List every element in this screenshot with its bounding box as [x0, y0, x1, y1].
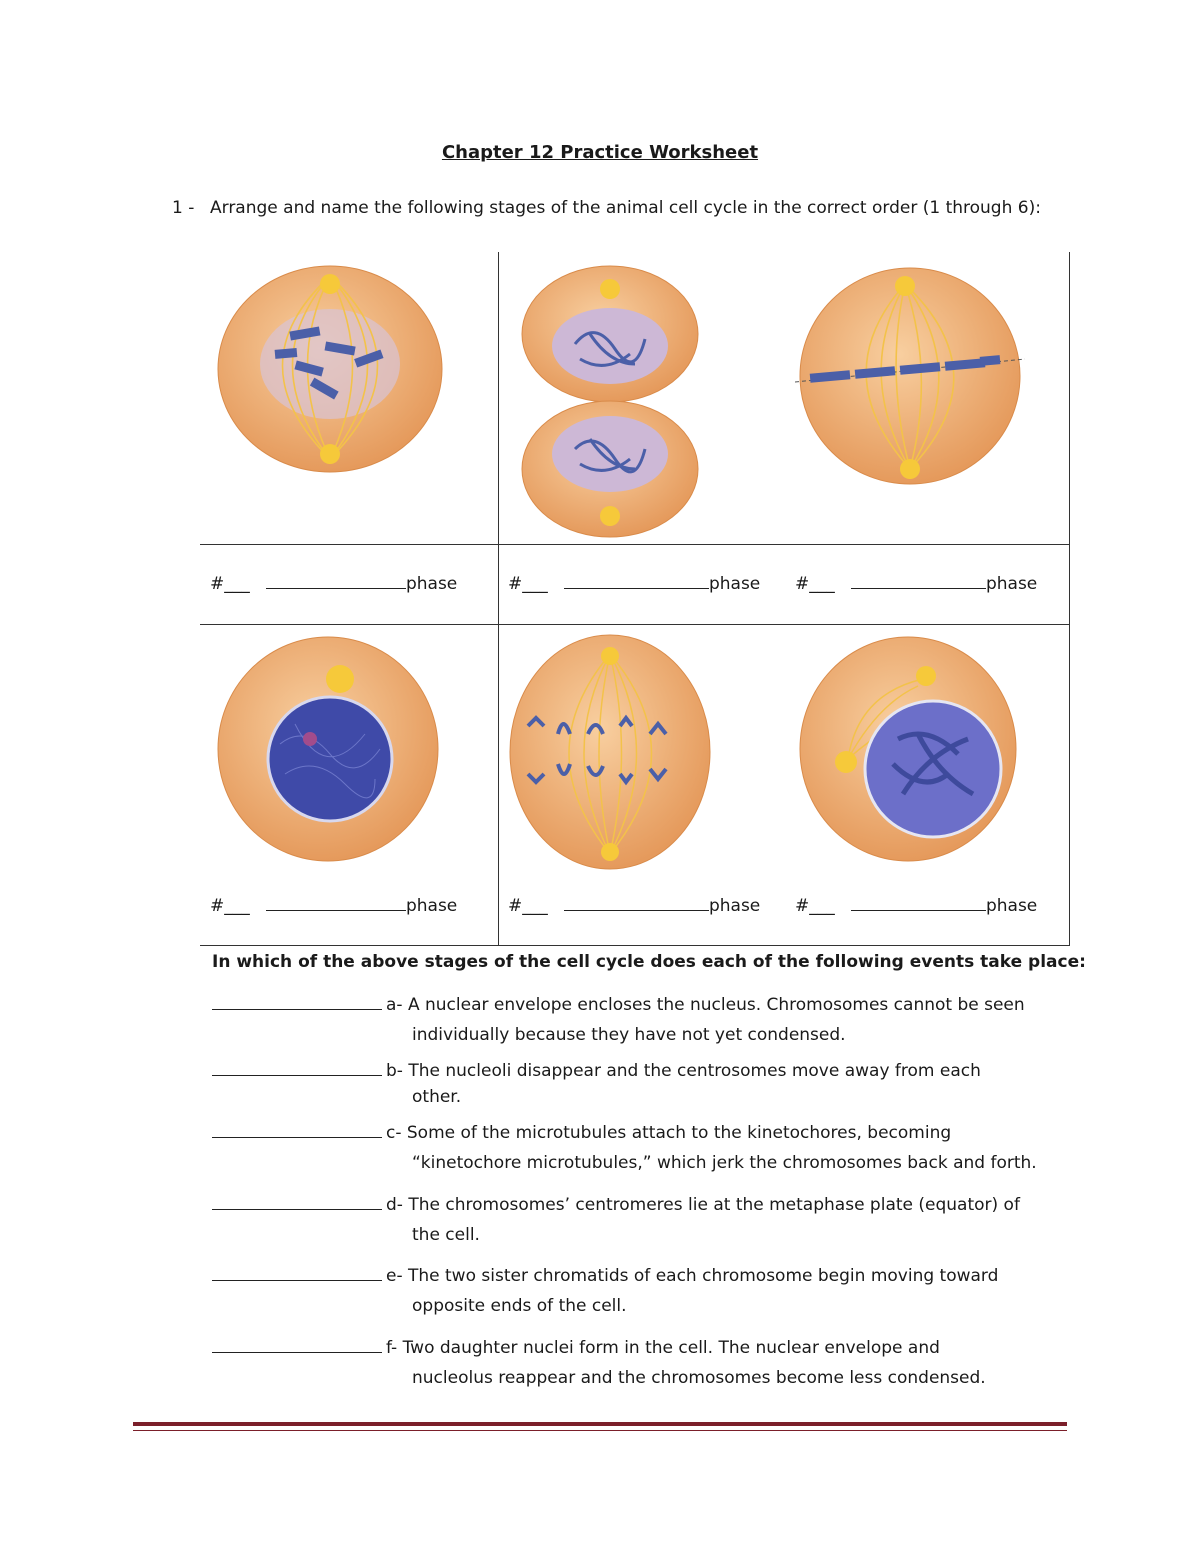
event-answer-blank-e[interactable]: [212, 1262, 382, 1281]
question-text: Arrange and name the following stages of the animal cell cycle in the correct order (1 through 6):: [210, 198, 1041, 218]
event-answer-blank-a[interactable]: [212, 991, 382, 1010]
question-number: 1 -: [172, 198, 195, 218]
cell-diagram-2: [520, 264, 700, 539]
phase-answer-blank-1[interactable]: [266, 574, 406, 589]
footer-rule-thick: [133, 1422, 1067, 1426]
cell-diagram-6: [798, 634, 1023, 864]
page-title: Chapter 12 Practice Worksheet: [441, 142, 759, 163]
cell-diagram-3: [795, 264, 1030, 489]
cell-diagram-5: [508, 634, 713, 874]
cell-label-1: #___ phase: [210, 574, 458, 594]
event-answer-blank-b[interactable]: [212, 1057, 382, 1076]
cell-label-6: #___ phase: [795, 896, 1038, 916]
cell-label-5: #___ phase: [508, 896, 761, 916]
cell-label-4: #___ phase: [210, 896, 458, 916]
phase-answer-blank-4[interactable]: [266, 896, 406, 911]
event-item-f: f- Two daughter nuclei form in the cell. The nuclear envelope and nucleolus reappear and the chromosomes become less condensed.: [212, 1333, 986, 1393]
footer-rule-thin: [133, 1430, 1067, 1431]
cell-diagram-4: [215, 634, 445, 864]
event-answer-blank-c[interactable]: [212, 1119, 382, 1138]
cell-label-3: #___ phase: [795, 574, 1038, 594]
cell-diagram-1: [215, 264, 445, 474]
event-item-a: a- A nuclear envelope encloses the nucleus. Chromosomes cannot be seen individually because they have not yet condensed.: [212, 990, 1025, 1050]
phase-answer-blank-5[interactable]: [564, 896, 709, 911]
event-item-e: e- The two sister chromatids of each chromosome begin moving toward opposite ends of the cell.: [212, 1261, 998, 1321]
cell-stage-grid: [200, 252, 1070, 946]
phase-answer-blank-3[interactable]: [851, 574, 986, 589]
event-answer-blank-f[interactable]: [212, 1334, 382, 1353]
event-item-b: b- The nucleoli disappear and the centrosomes move away from each other.: [212, 1056, 981, 1108]
event-answer-blank-d[interactable]: [212, 1191, 382, 1210]
question-2-prompt: In which of the above stages of the cell cycle does each of the following events take place:: [212, 952, 1086, 972]
event-item-c: c- Some of the microtubules attach to the kinetochores, becoming “kinetochore microtubules,” which jerk the chromosomes back and forth.: [212, 1118, 1037, 1178]
phase-answer-blank-2[interactable]: [564, 574, 709, 589]
phase-answer-blank-6[interactable]: [851, 896, 986, 911]
cell-label-2: #___ phase: [508, 574, 761, 594]
event-item-d: d- The chromosomes’ centromeres lie at the metaphase plate (equator) of the cell.: [212, 1190, 1020, 1250]
